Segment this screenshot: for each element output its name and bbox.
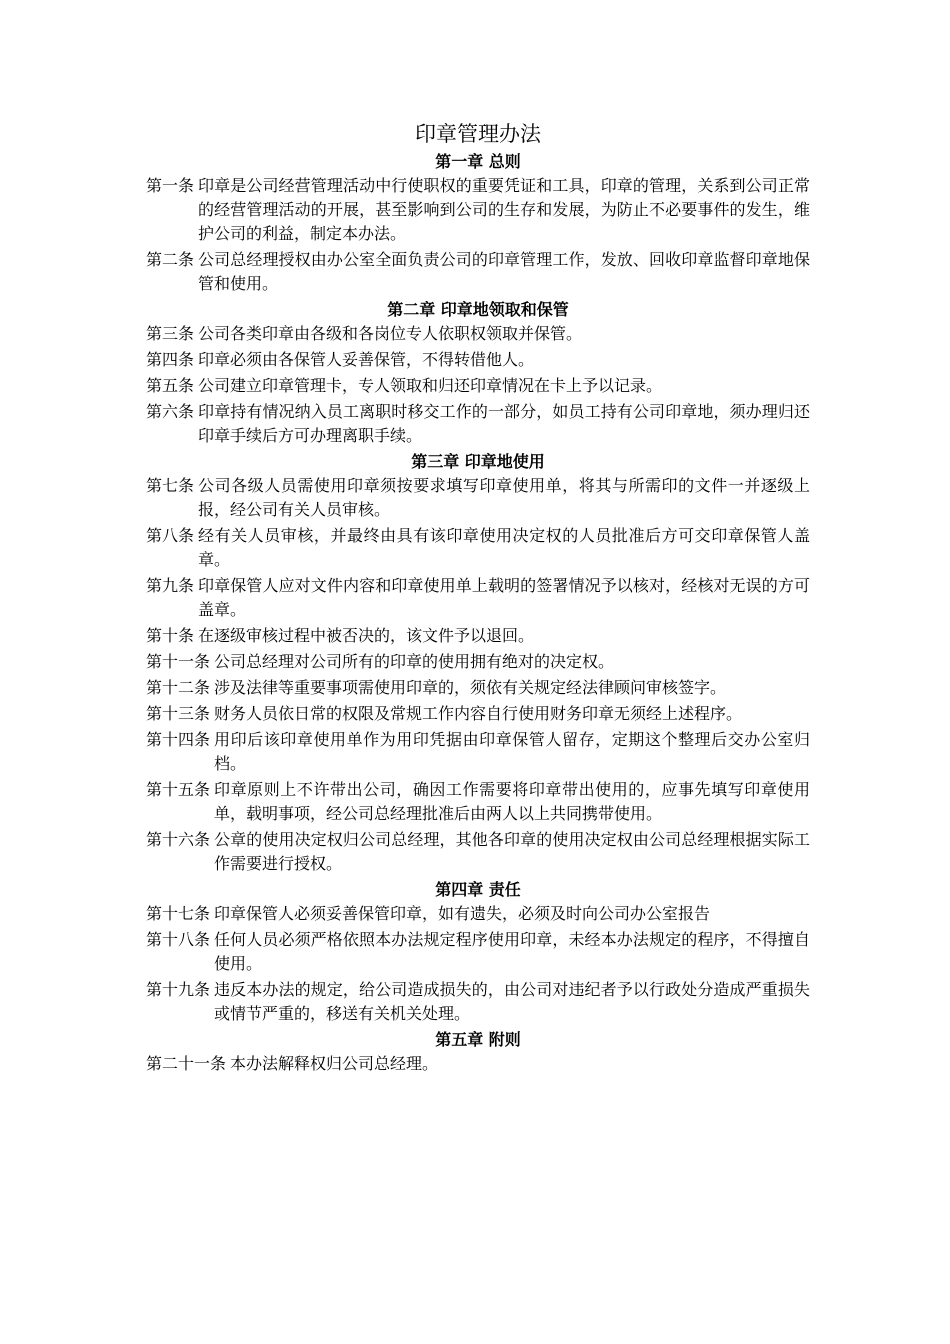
document-title: 印章管理办法: [415, 122, 541, 146]
article-text: 任何人员必须严格依照本办法规定程序使用印章，未经本办法规定的程序，不得擅自使用。: [214, 930, 810, 973]
article-number: 第一条: [146, 176, 195, 195]
article-text: 印章是公司经营管理活动中行使职权的重要凭证和工具，印章的管理，关系到公司正常的经营管理活动的开展，甚至影响到公司的生存和发展，为防止不必要事件的发生，维护公司的利益，制定本办法。: [198, 176, 810, 243]
article-text: 公章的使用决定权归公司总经理，其他各印章的使用决定权由公司总经理根据实际工作需要进行授权。: [214, 830, 810, 873]
article-text: 公司建立印章管理卡，专人领取和归还印章情况在卡上予以记录。: [198, 376, 663, 395]
article: [146, 624, 810, 648]
article: [146, 524, 810, 572]
article-number: 第十七条: [146, 904, 211, 923]
article-number: 第二条: [146, 250, 195, 269]
article-text: 在逐级审核过程中被否决的，该文件予以退回。: [198, 626, 535, 645]
article: [146, 728, 810, 776]
article-number: 第六条: [146, 402, 195, 421]
article-text: 财务人员依日常的权限及常规工作内容自行使用财务印章无须经上述程序。: [214, 704, 743, 723]
article-number: 第三条: [146, 324, 195, 343]
chapter-heading: 第五章 附则: [435, 1030, 521, 1049]
document-body: [146, 150, 810, 1076]
article-text: 印章必须由各保管人妥善保管，不得转借他人。: [198, 350, 535, 369]
article-number: 第五条: [146, 376, 195, 395]
article: [146, 702, 810, 726]
document-page: [146, 118, 810, 1078]
chapter-heading: 第四章 责任: [435, 880, 521, 899]
article-text: 公司总经理授权由办公室全面负责公司的印章管理工作，发放、回收印章监督印章地保管和使用。: [198, 250, 810, 293]
article-text: 公司各类印章由各级和各岗位专人依职权领取并保管。: [198, 324, 583, 343]
article: [146, 928, 810, 976]
article-text: 公司各级人员需使用印章须按要求填写印章使用单，将其与所需印的文件一并逐级上报，经公司有关人员审核。: [198, 476, 810, 519]
chapter-heading: 第二章 印章地领取和保管: [387, 300, 569, 319]
article-number: 第八条: [146, 526, 195, 545]
article: [146, 248, 810, 296]
article: [146, 902, 810, 926]
article: [146, 1052, 810, 1076]
article: [146, 174, 810, 246]
article-number: 第十二条: [146, 678, 211, 697]
article: [146, 474, 810, 522]
article-number: 第十四条: [146, 730, 211, 749]
article-text: 公司总经理对公司所有的印章的使用拥有绝对的决定权。: [214, 652, 615, 671]
article: [146, 322, 810, 346]
article-text: 违反本办法的规定，给公司造成损失的，由公司对违纪者予以行政处分造成严重损失或情节严重的，移送有关机关处理。: [214, 980, 810, 1023]
article-text: 本办法解释权归公司总经理。: [230, 1054, 439, 1073]
article: [146, 400, 810, 448]
article-number: 第二十一条: [146, 1054, 227, 1073]
article-number: 第十六条: [146, 830, 211, 849]
article-text: 印章持有情况纳入员工离职时移交工作的一部分，如员工持有公司印章地，须办理归还印章手续后方可办理离职手续。: [198, 402, 810, 445]
article-text: 印章保管人应对文件内容和印章使用单上载明的签署情况予以核对，经核对无误的方可盖章。: [198, 576, 810, 619]
article-text: 经有关人员审核，并最终由具有该印章使用决定权的人员批准后方可交印章保管人盖章。: [198, 526, 810, 569]
chapter-heading: 第三章 印章地使用: [411, 452, 545, 471]
article-text: 涉及法律等重要事项需使用印章的，须依有关规定经法律顾问审核签字。: [214, 678, 727, 697]
article: [146, 650, 810, 674]
article-number: 第十八条: [146, 930, 211, 949]
article-number: 第九条: [146, 576, 195, 595]
article: [146, 374, 810, 398]
article: [146, 348, 810, 372]
article-number: 第十五条: [146, 780, 211, 799]
article-number: 第十三条: [146, 704, 211, 723]
chapter-heading: 第一章 总则: [435, 152, 521, 171]
article-number: 第四条: [146, 350, 195, 369]
article: [146, 828, 810, 876]
article: [146, 574, 810, 622]
article: [146, 978, 810, 1026]
article-text: 用印后该印章使用单作为用印凭据由印章保管人留存，定期这个整理后交办公室归档。: [214, 730, 810, 773]
article-text: 印章原则上不许带出公司，确因工作需要将印章带出使用的，应事先填写印章使用单，载明事项，经公司总经理批准后由两人以上共同携带使用。: [214, 780, 810, 823]
article-number: 第十条: [146, 626, 195, 645]
article-number: 第十九条: [146, 980, 211, 999]
article-text: 印章保管人必须妥善保管印章，如有遗失，必须及时向公司办公室报告: [214, 904, 711, 923]
article-number: 第十一条: [146, 652, 211, 671]
article: [146, 778, 810, 826]
article-number: 第七条: [146, 476, 195, 495]
article: [146, 676, 810, 700]
